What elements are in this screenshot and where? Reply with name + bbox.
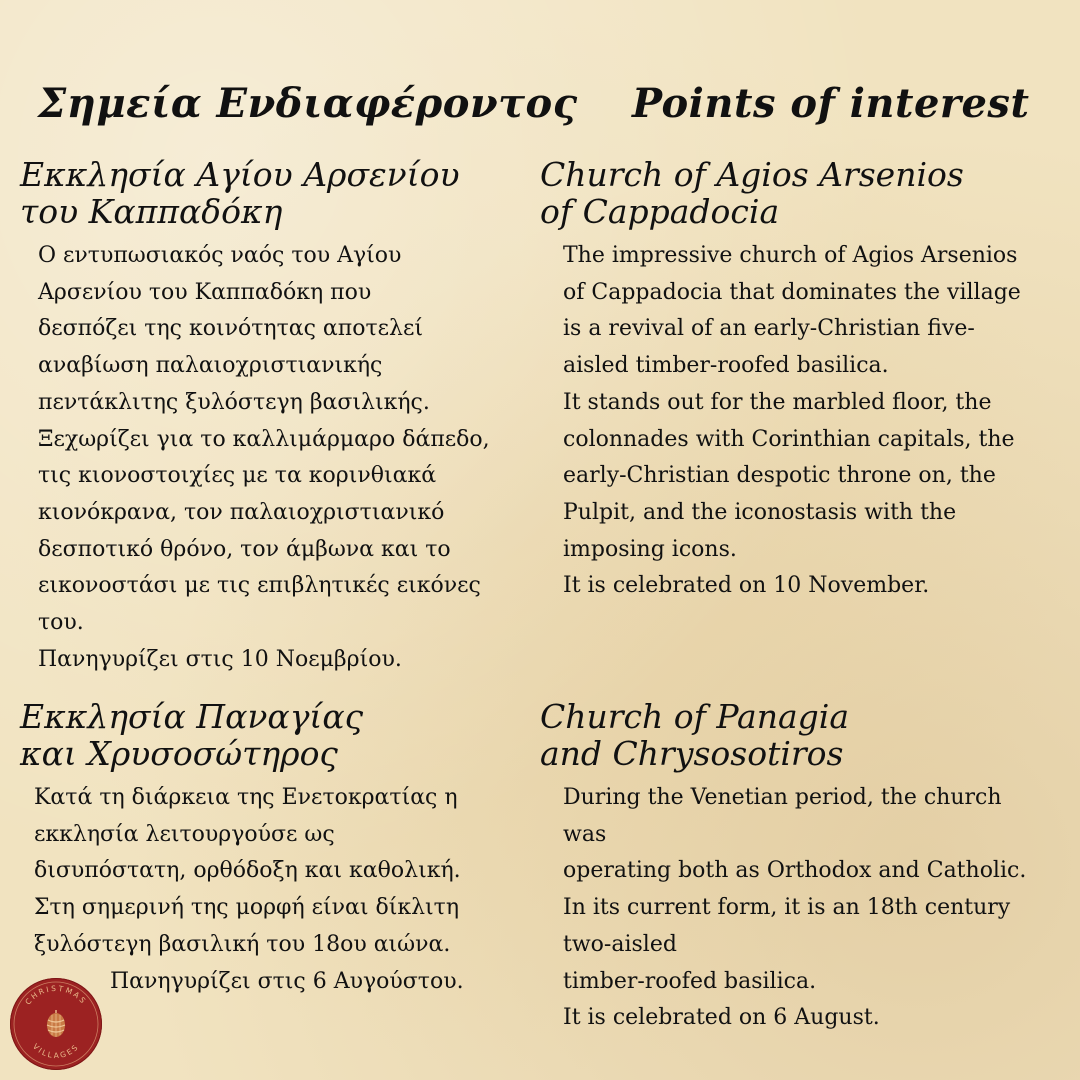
title-line: Εκκλησία Αγίου Αρσενίου	[20, 155, 460, 194]
greek-header: Σημεία Ενδιαφέροντος	[38, 80, 578, 127]
pinecone-icon	[47, 1010, 65, 1037]
pinecone-logo-graphic	[10, 978, 102, 1070]
english-header: Points of interest	[632, 80, 1030, 127]
text-line: Ο εντυπωσιακός ναός του Αγίου	[38, 243, 402, 268]
english-church1-text	[563, 238, 1021, 605]
greek-church1-text	[38, 238, 490, 678]
text-line: The impressive church of Agios Arsenios	[563, 243, 1018, 268]
text-line: Pulpit, and the iconostasis with the	[563, 499, 957, 525]
title-line: of Cappadocia	[540, 192, 780, 231]
text-line: It stands out for the marbled floor, the	[563, 389, 992, 415]
text-line: During the Venetian period, the church	[563, 785, 1002, 810]
english-church2-text	[563, 780, 1026, 1037]
text-line: early-Christian despotic throne on, the	[563, 463, 996, 489]
text-line: Κατά τη διάρκεια της Ενετοκρατίας η	[34, 785, 458, 810]
title-line: Εκκλησία Παναγίας	[20, 697, 364, 736]
text-line: Πανηγυρίζει στις 10 Νοεμβρίου.	[38, 646, 402, 672]
text-line: It is celebrated on 6 August.	[563, 1005, 880, 1031]
text-line: εικονοστάσι με τις επιβλητικές εικόνες	[38, 573, 481, 599]
text-line: Πανηγυρίζει στις 6 Αυγούστου.	[110, 968, 464, 994]
text-line: δεσπόζει της κοινότητας αποτελεί	[38, 316, 423, 342]
text-line: του.	[38, 610, 84, 636]
text-line: τις κιονοστοιχίες με τα κορινθιακά	[38, 463, 437, 489]
title-line: Church of Panagia	[540, 697, 850, 736]
text-line: of Cappadocia that dominates the village	[563, 279, 1021, 305]
logo-top-text: CHRISTMAS	[23, 983, 89, 1007]
text-line: αναβίωση παλαιοχριστιανικής	[38, 353, 383, 379]
text-line: ξυλόστεγη βασιλική του 18ου αιώνα.	[34, 931, 451, 957]
text-line: δισυπόστατη, ορθόδοξη και καθολική.	[34, 858, 461, 884]
title-line: και Χρυσοσώτηρος	[20, 734, 338, 773]
text-line: imposing icons.	[563, 536, 737, 562]
english-church2-title	[540, 698, 849, 772]
title-line: and Chrysosotiros	[540, 734, 844, 773]
text-line: aisled timber-roofed basilica.	[563, 353, 889, 379]
text-line: is a revival of an early-Christian five-	[563, 316, 975, 342]
title-line: Church of Agios Arsenios	[540, 155, 964, 194]
text-line: In its current form, it is an 18th century	[563, 895, 1011, 921]
text-line: Ξεχωρίζει για το καλλιμάρμαρο δάπεδο,	[38, 426, 490, 452]
greek-church1-title	[20, 156, 460, 230]
text-line: εκκλησία λειτουργούσε ως	[34, 821, 335, 847]
text-line: was	[563, 821, 607, 847]
text-line: timber-roofed basilica.	[563, 968, 817, 994]
text-line: πεντάκλιτης ξυλόστεγη βασιλικής.	[38, 389, 430, 415]
text-line: It is celebrated on 10 November.	[563, 573, 930, 599]
text-line: δεσποτικό θρόνο, τον άμβωνα και το	[38, 536, 451, 562]
greek-church2-title	[20, 698, 363, 772]
text-line: Αρσενίου του Καππαδόκη που	[38, 279, 372, 305]
text-line: κιονόκρανα, τον παλαιοχριστιανικό	[38, 499, 445, 525]
greek-church2-text	[34, 780, 464, 1000]
text-line: colonnades with Corinthian capitals, the	[563, 426, 1015, 452]
title-line: του Καππαδόκη	[20, 192, 283, 231]
text-line: operating both as Orthodox and Catholic.	[563, 858, 1027, 884]
logo-bottom-text: VILLAGES	[30, 1041, 82, 1061]
text-line: Στη σημερινή της μορφή είναι δίκλιτη	[34, 895, 460, 921]
text-line: two-aisled	[563, 931, 677, 957]
english-church1-title	[540, 156, 964, 230]
christmas-villages-logo	[10, 978, 102, 1070]
